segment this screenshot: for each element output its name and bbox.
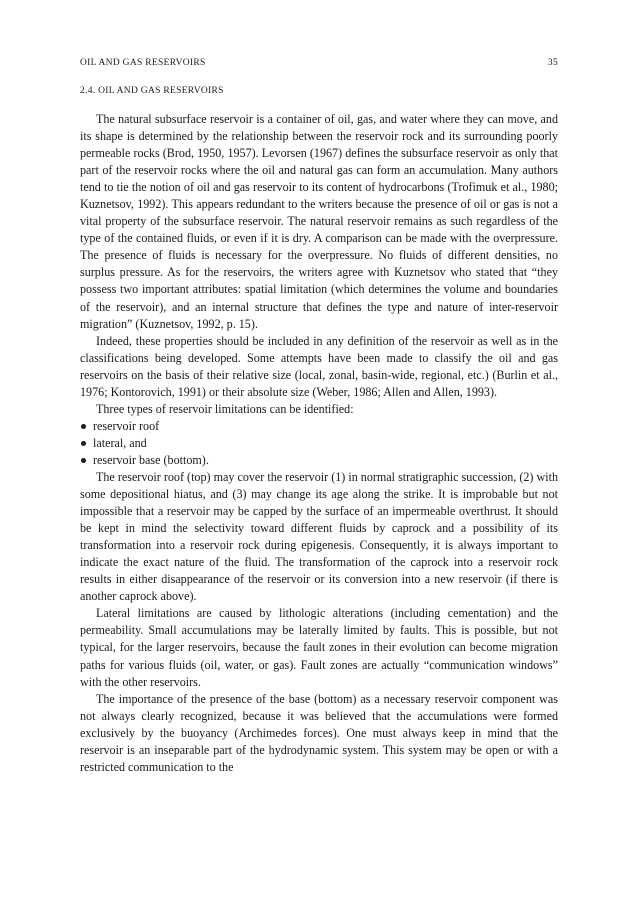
- list-item: reservoir base (bottom).: [80, 452, 558, 469]
- book-page: [80, 56, 558, 776]
- paragraph-limitation-types: Three types of reservoir limitations can be identified:: [96, 401, 354, 416]
- paragraph-classification: Indeed, these properties should be included in any definition of the reservoir as well as in the classifications being developed. Some attempts have been made to classify the oil and gas reservoirs on the basis of their relative size (local, zonal, basin-wide, regional, etc.) (Burlin et al., 1976; Kontorovich, 1991) or their absolute size (Weber, 1986; Allen and Allen, 1993).: [80, 333, 558, 399]
- limitation-list: [80, 418, 558, 469]
- paragraph-reservoir-base: The importance of the presence of the base (bottom) as a necessary reservoir component was not always clearly recognized, because it was believed that the accumulations were formed exclusively by the buoyancy (Archimedes forces). One must always keep in mind that the reservoir is an inseparable part of the hydrodynamic system. This system may be open or with a restricted communication to the: [80, 691, 558, 774]
- running-title: OIL AND GAS RESERVOIRS: [80, 58, 206, 68]
- running-header: [80, 56, 558, 70]
- section-heading: 2.4. OIL AND GAS RESERVOIRS: [80, 86, 224, 96]
- page-number: 35: [547, 58, 558, 68]
- paragraph-natural-reservoir: The natural subsurface reservoir is a container of oil, gas, and water where they can move, and its shape is determined by the relationship between the reservoir rock and its surrounding poorly permeable rocks (Brod, 1950, 1957). Levorsen (1967) defines the subsurface reservoir as only that part of the reservoir rocks where the oil and natural gas can form an accumulation. Many authors tend to tie the notion of oil and gas reservoir to its content of hydrocarbons (Trofimuk et al., 1980; Kuznetsov, 1992). This appears redundant to the writers because the presence of oil or gas is not a vital property of the subsurface reservoir. The natural reservoir remains as such regardless of the type of the contained fluids, or even if it is dry. A comparison can be made with the overpressure. The presence of fluids is necessary for the overpressure. No fluids of different densities, no surplus pressure. As for the reservoirs, the writers agree with Kuznetsov who stated that “they possess two important attributes: spatial limitation (which determines the volume and boundaries of the reservoir), and an internal structure that defines the type and nature of inter-reservoir migration” (Kuznetsov, 1992, p. 15).: [80, 112, 558, 331]
- body-text: [80, 111, 558, 776]
- paragraph-lateral-limitations: Lateral limitations are caused by lithologic alterations (including cementation) and the permeability. Small accumulations may be laterally limited by faults. This is possible, but not typical, for the larger reservoirs, because the fault zones in their evolution can become migration paths for various fluids (oil, water, or gas). Fault zones are actually “communication windows” with the other reservoirs.: [80, 606, 558, 689]
- list-item: reservoir roof: [80, 418, 558, 435]
- list-item: lateral, and: [80, 435, 558, 452]
- paragraph-reservoir-roof: The reservoir roof (top) may cover the reservoir (1) in normal stratigraphic succession, (2) with some depositional hiatus, and (3) may change its age along the strike. It is improbable but not impossible that a reservoir may be capped by the surface of an impermeable overthrust. It should be kept in mind the selectivity toward different fluids by caprock and a possibility of its transformation into a reservoir rock during epigenesis. Consequently, it is always important to indicate the exact nature of the fluid. The transformation of the caprock into a reservoir rock results in either disappearance of the reservoir or its conversion into a new reservoir (if there is another caprock above).: [80, 469, 558, 604]
